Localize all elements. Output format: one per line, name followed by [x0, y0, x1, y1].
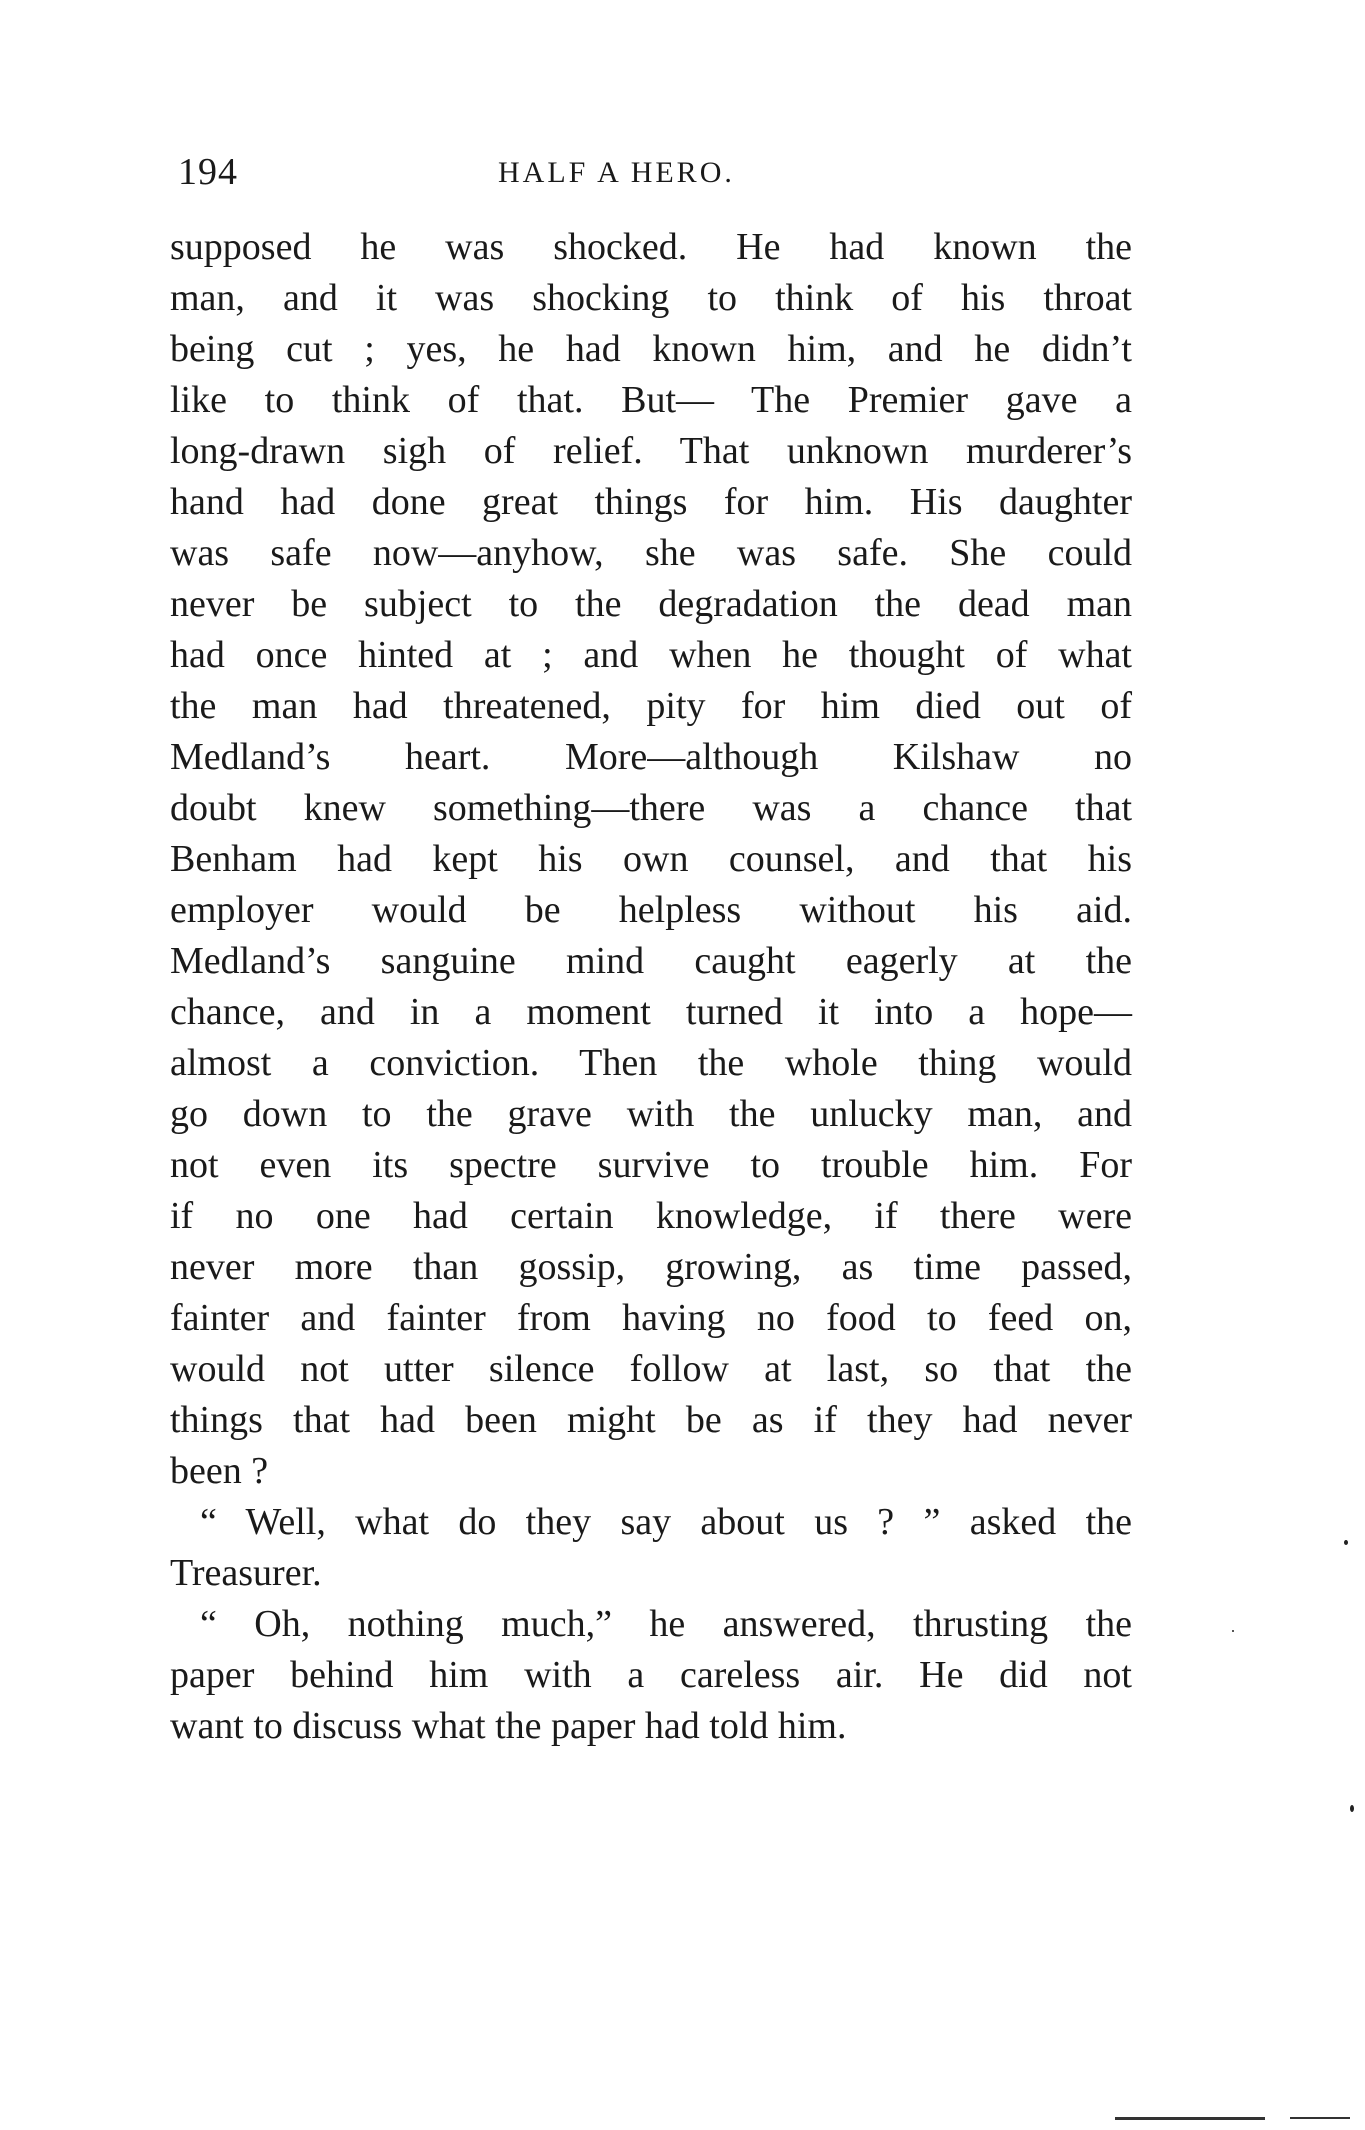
paragraph-3	[170, 1599, 1132, 1752]
text-line: go down to the grave with the unlucky man, and	[170, 1093, 1132, 1135]
text-line: was safe now—anyhow, she was safe. She could	[170, 532, 1132, 574]
running-title: HALF A HERO.	[498, 156, 735, 189]
scan-speck	[1232, 1630, 1234, 1632]
text-line: things that had been might be as if they had never	[170, 1399, 1132, 1441]
scan-rule-mark	[1115, 2117, 1265, 2120]
scan-speck	[1344, 1540, 1348, 1545]
scan-rule-mark	[1290, 2117, 1350, 2119]
paragraph-2	[170, 1497, 1132, 1599]
text-line: would not utter silence follow at last, so that the	[170, 1348, 1132, 1390]
text-line: doubt knew something—there was a chance that	[170, 787, 1132, 829]
text-line: “ Oh, nothing much,” he answered, thrusting the	[200, 1603, 1132, 1645]
text-line: being cut ; yes, he had known him, and he didn’t	[170, 328, 1132, 370]
text-line: Medland’s sanguine mind caught eagerly at the	[170, 940, 1132, 982]
text-line: “ Well, what do they say about us ? ” asked the	[200, 1501, 1132, 1543]
text-line: like to think of that. But— The Premier gave a	[170, 379, 1132, 421]
text-line: been ?	[170, 1450, 269, 1492]
text-line: employer would be helpless without his aid.	[170, 889, 1132, 931]
text-line: Treasurer.	[170, 1552, 322, 1594]
text-line: supposed he was shocked. He had known the	[170, 226, 1132, 268]
text-line: the man had threatened, pity for him died out of	[170, 685, 1132, 727]
text-line: if no one had certain knowledge, if there were	[170, 1195, 1132, 1237]
running-head	[178, 150, 1138, 200]
body-text	[170, 222, 1132, 1752]
text-line: never more than gossip, growing, as time passed,	[170, 1246, 1132, 1288]
scan-speck	[1350, 1805, 1354, 1812]
text-line: Medland’s heart. More—although Kilshaw no	[170, 736, 1132, 778]
text-line: never be subject to the degradation the dead man	[170, 583, 1132, 625]
text-line: chance, and in a moment turned it into a hope—	[170, 991, 1132, 1033]
text-line: not even its spectre survive to trouble him. For	[170, 1144, 1132, 1186]
page-number: 194	[178, 151, 238, 193]
text-line: long-drawn sigh of relief. That unknown murderer’s	[170, 430, 1132, 472]
text-line: had once hinted at ; and when he thought of what	[170, 634, 1132, 676]
text-line: hand had done great things for him. His daughter	[170, 481, 1132, 523]
paragraph-1	[170, 222, 1132, 1497]
text-line: want to discuss what the paper had told him.	[170, 1705, 847, 1747]
text-line: fainter and fainter from having no food to feed on,	[170, 1297, 1132, 1339]
text-line: paper behind him with a careless air. He did not	[170, 1654, 1132, 1696]
text-line: almost a conviction. Then the whole thing would	[170, 1042, 1132, 1084]
text-line: man, and it was shocking to think of his throat	[170, 277, 1132, 319]
text-line: Benham had kept his own counsel, and that his	[170, 838, 1132, 880]
